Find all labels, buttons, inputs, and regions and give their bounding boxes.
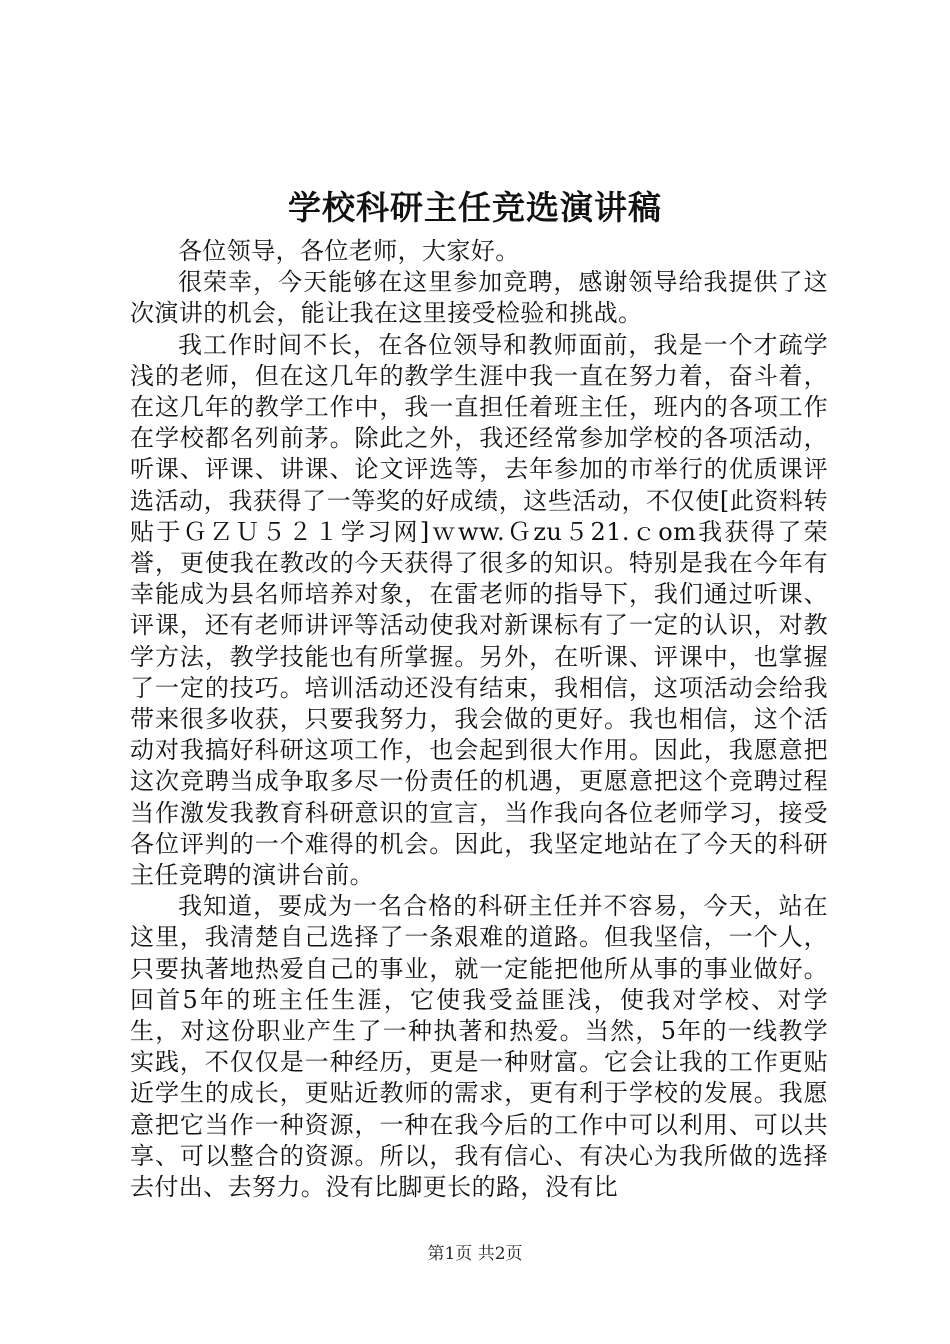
paragraph-commitment: 我知道，要成为一名合格的科研主任并不容易，今天，站在这里，我清楚自己选择了一条艰难的道路。但我坚信，一个人，只要执著地热爱自己的事业，就一定能把他所从事的事业做好。回首5年的班主任生涯，它使我受益匪浅，使我对学校、对学生，对这份职业产生了一种执著和热爱。当然，5年的一线教学实践，不仅仅是一种经历，更是一种财富。它会让我的工作更贴近学生的成长，更贴近教师的需求，更有利于学校的发展。我愿意把它当作一种资源，一种在我今后的工作中可以利用、可以共享、可以整合的资源。所以，我有信心、有决心为我所做的选择去付出、去努力。没有比脚更长的路，没有比 xyxy=(130,892,828,1202)
paragraph-experience: 我工作时间不长，在各位领导和教师面前，我是一个才疏学浅的老师，但在这几年的教学生涯中我一直在努力着，奋斗着，在这几年的教学工作中，我一直担任着班主任，班内的各项工作在学校都名列前茅。除此之外，我还经常参加学校的各项活动，听课、评课、讲课、论文评选等，去年参加的市举行的优质课评选活动，我获得了一等奖的好成绩，这些活动，不仅使[此资料转贴于ＧＺＵ５２１学习网]ｗww.Ｇzu５21.ｃom我获得了荣誉，更使我在教改的今天获得了很多的知识。特别是我在今年有幸能成为县名师培养对象，在雷老师的指导下，我们通过听课、评课，还有老师讲评等活动使我对新课标有了一定的认识，对教学方法，教学技能也有所掌握。另外，在听课、评课中，也掌握了一定的技巧。培训活动还没有结束，我相信，这项活动会给我带来很多收获，只要我努力，我会做的更好。我也相信，这个活动对我搞好科研这项工作，也会起到很大作用。因此，我愿意把这次竞聘当成争取多尽一份责任的机遇，更愿意把这个竞聘过程当作激发我教育科研意识的宣言，当作我向各位老师学习，接受各位评判的一个难得的机会。因此，我坚定地站在了今天的科研主任竞聘的演讲台前。 xyxy=(130,330,828,890)
page-number-footer: 第1页 共2页 xyxy=(427,1244,523,1264)
document-body xyxy=(130,236,828,1203)
document-title: 学校科研主任竞选演讲稿 xyxy=(288,188,662,227)
paragraph-greeting: 各位领导，各位老师，大家好。 xyxy=(178,237,520,265)
paragraph-intro: 很荣幸，今天能够在这里参加竞聘，感谢领导给我提供了这次演讲的机会，能让我在这里接受检验和挑战。 xyxy=(130,268,828,328)
